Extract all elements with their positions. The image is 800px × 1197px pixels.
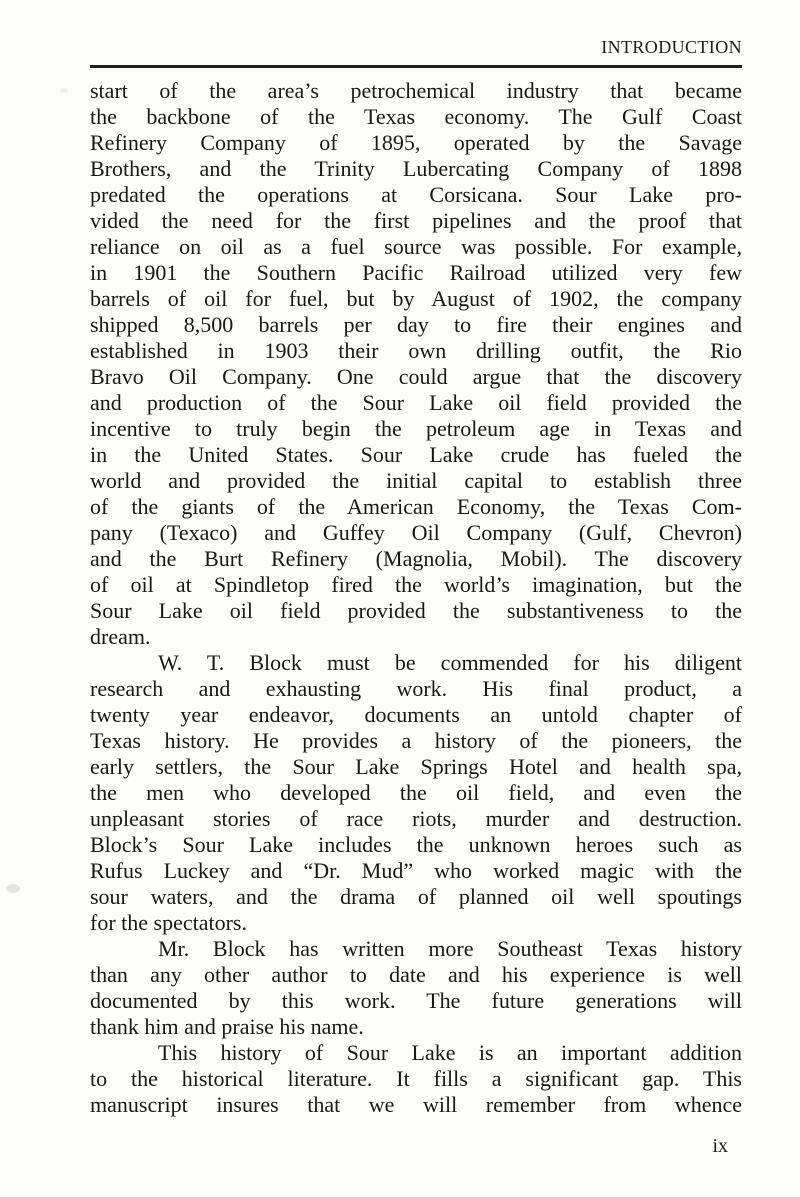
text-line: sour waters, and the drama of planned oil well spoutings: [90, 884, 742, 909]
text-line: predated the operations at Corsicana. Sour Lake pro-: [90, 182, 742, 207]
text-line: established in 1903 their own drilling outfit, the Rio: [90, 338, 742, 363]
text-line: This history of Sour Lake is an important addition: [158, 1040, 742, 1065]
text-line: incentive to truly begin the petroleum age in Texas and: [90, 416, 742, 441]
header-rule: [90, 65, 742, 68]
text-line: thank him and praise his name.: [90, 1014, 364, 1039]
text-line: W. T. Block must be commended for his diligent: [158, 650, 742, 675]
text-line: pany (Texaco) and Guffey Oil Company (Gulf, Chevron): [90, 520, 742, 545]
text-line: twenty year endeavor, documents an untold chapter of: [90, 702, 742, 727]
text-line: unpleasant stories of race riots, murder and destruction.: [90, 806, 742, 831]
page-number: ix: [712, 1135, 728, 1157]
text-line: barrels of oil for fuel, but by August of 1902, the company: [90, 286, 742, 311]
text-line: in 1901 the Southern Pacific Railroad utilized very few: [90, 260, 742, 285]
text-line: and the Burt Refinery (Magnolia, Mobil). The discovery: [90, 546, 742, 571]
scan-smudge: [6, 884, 20, 893]
text-line: for the spectators.: [90, 910, 247, 935]
text-line: the men who developed the oil field, and even the: [90, 780, 742, 805]
text-line: research and exhausting work. His final product, a: [90, 676, 742, 701]
text-line: Mr. Block has written more Southeast Texas history: [158, 936, 742, 961]
text-line: Brothers, and the Trinity Lubercating Company of 1898: [90, 156, 742, 181]
text-line: of oil at Spindletop fired the world’s imagination, but the: [90, 572, 742, 597]
text-line: shipped 8,500 barrels per day to fire their engines and: [90, 312, 742, 337]
text-line: reliance on oil as a fuel source was possible. For example,: [90, 234, 742, 259]
text-line: manuscript insures that we will remember from whence: [90, 1092, 742, 1117]
text-line: early settlers, the Sour Lake Springs Hotel and health spa,: [90, 754, 742, 779]
text-line: the backbone of the Texas economy. The Gulf Coast: [90, 104, 742, 129]
text-line: Bravo Oil Company. One could argue that the discovery: [90, 364, 742, 389]
text-line: Rufus Luckey and “Dr. Mud” who worked magic with the: [90, 858, 742, 883]
running-header: INTRODUCTION: [601, 37, 742, 57]
text-line: world and provided the initial capital to establish three: [90, 468, 742, 493]
text-line: Sour Lake oil field provided the substantiveness to the: [90, 598, 742, 623]
text-line: than any other author to date and his experience is well: [90, 962, 742, 987]
text-line: start of the area’s petrochemical industry that became: [90, 78, 742, 103]
text-line: of the giants of the American Economy, the Texas Com-: [90, 494, 742, 519]
text-line: Block’s Sour Lake includes the unknown heroes such as: [90, 832, 742, 857]
text-line: Texas history. He provides a history of the pioneers, the: [90, 728, 742, 753]
text-line: documented by this work. The future generations will: [90, 988, 742, 1013]
text-line: Refinery Company of 1895, operated by the Savage: [90, 130, 742, 155]
text-line: dream.: [90, 624, 151, 649]
text-line: to the historical literature. It fills a significant gap. This: [90, 1066, 742, 1091]
text-line: vided the need for the first pipelines and the proof that: [90, 208, 742, 233]
scan-smudge: [60, 88, 68, 93]
body-text: [90, 78, 742, 1118]
text-line: and production of the Sour Lake oil field provided the: [90, 390, 742, 415]
text-line: in the United States. Sour Lake crude has fueled the: [90, 442, 742, 467]
